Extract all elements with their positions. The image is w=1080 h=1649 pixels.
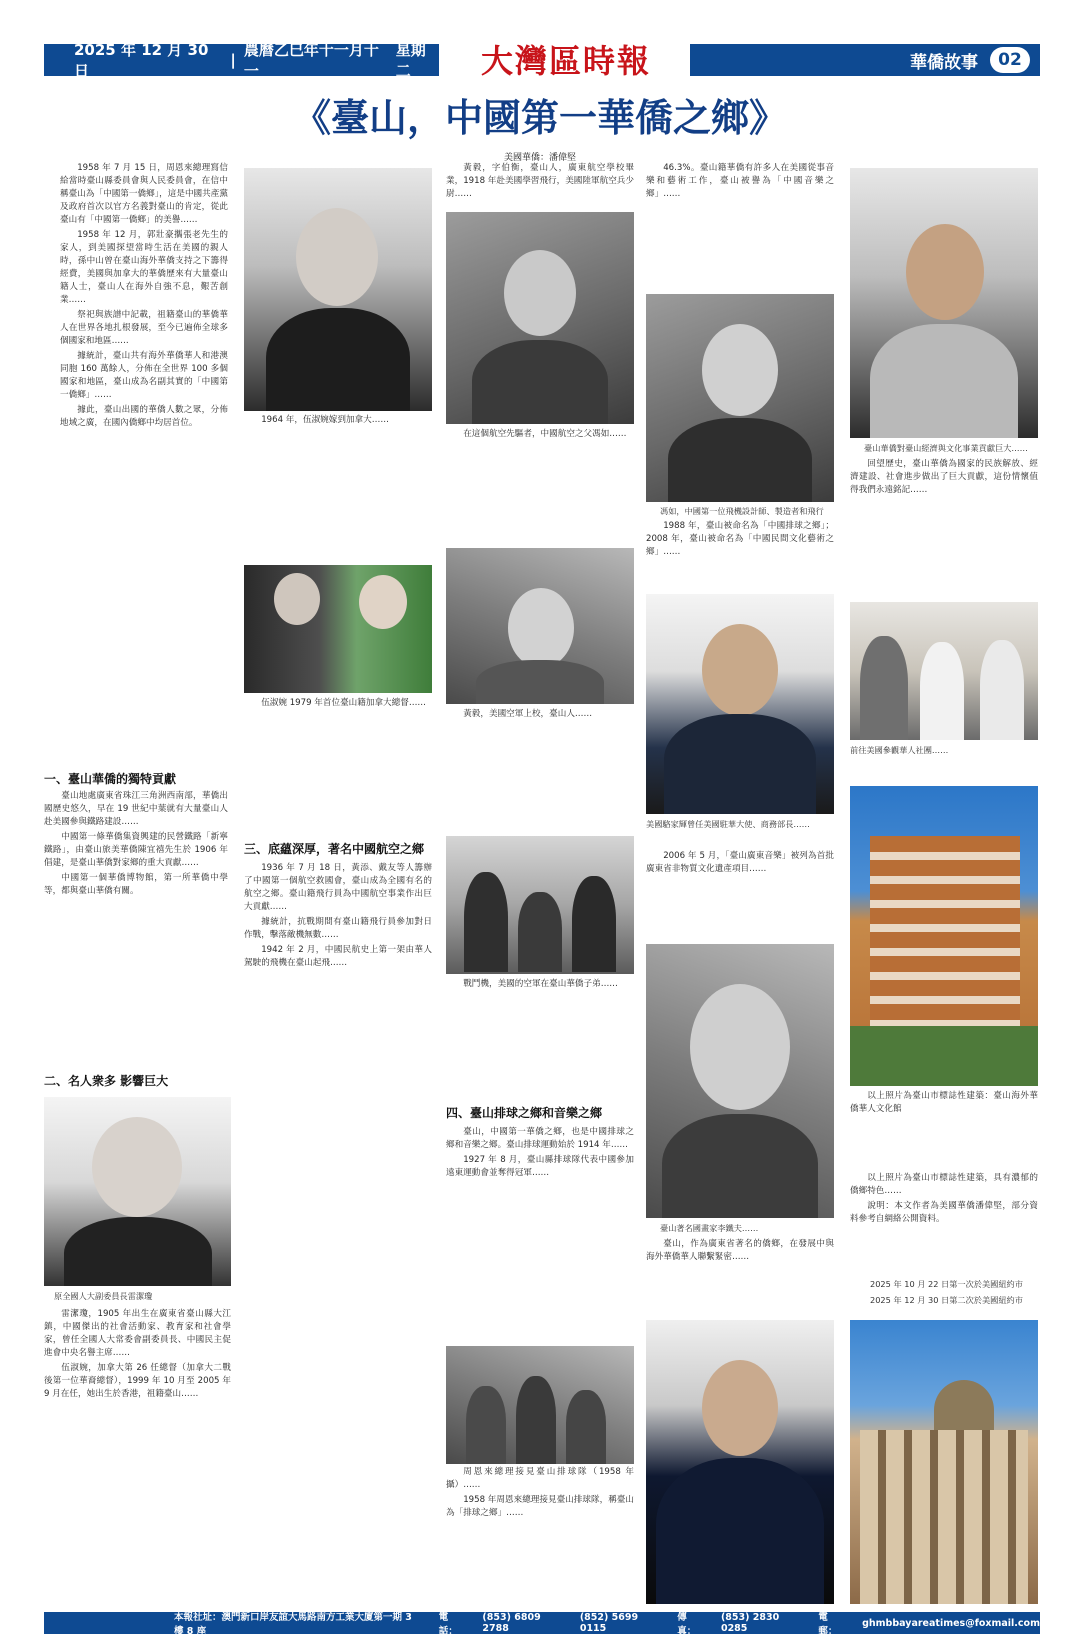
paragraph: 回望歷史，臺山華僑為國家的民族解放、經濟建設、社會進步做出了巨大貢獻，這份情懷值得我們永遠銘記…… (850, 459, 1038, 495)
section-4-heading: 四、臺山排球之鄉和音樂之鄉 (446, 1106, 603, 1120)
paragraph: 戰鬥機，美國的空軍在臺山華僑子弟…… (463, 979, 618, 989)
footer-address: 本報社址：澳門新口岸友誼大馬路南方工業大廈第一期 3 樓 8 座 (174, 1612, 412, 1637)
paragraph: 1942 年 2 月，中國民航史上第一架由華人駕駛的飛機在臺山起飛…… (244, 945, 432, 968)
paragraph: 46.3%。臺山籍華僑有許多人在美國從事音樂和藝術工作，臺山被譽為「中國音樂之鄉」…… (646, 163, 834, 199)
photo-elder-man (646, 944, 834, 1218)
footer-tel-2: (852) 5699 0115 (579, 1612, 639, 1634)
caption-general: 臺山華僑對臺山經濟與文化事業貢獻巨大…… (864, 443, 1028, 453)
article-title: 《臺山，中國第一華僑之鄉》 (292, 96, 787, 140)
paragraph: 1936 年 7 月 18 日，黃添、戴友等人籌辦了中國第一個航空救國會，臺山成為全國有名的航空之鄉。臺山籍飛行員為中國航空事業作出巨大貢獻…… (244, 863, 432, 912)
paragraph: 1988 年，臺山被命名為「中國排球之鄉」；2008 年，臺山被命名為「中國民間文化藝術之鄉」…… (646, 521, 834, 557)
caption-block-pilot (446, 428, 634, 546)
paragraph: 黃毅，字伯衡，臺山人，廣東航空學校畢業，1918 年赴美國學習飛行，美國陸軍航空兵少尉…… (446, 163, 634, 199)
page-number: 02 (990, 47, 1030, 73)
photo-aviation-pioneer (446, 212, 634, 424)
section-bar (690, 44, 1040, 76)
date-bar: 2025 年 12 月 30 日 | 農曆乙巳年十一月十一 星期二 (44, 44, 439, 76)
paragraph: 1958 年 12 月，郭壯豪攜張老先生的家人，到美國探望當時生活在美國的親人時，孫中山曾在臺山海外華僑支持之下籌得經費，美國與加拿大的華僑歷來有大量臺山籍人士，臺山人在海外自強不息，艱苦創業…… (60, 230, 228, 305)
paragraph: 據統計，抗戰期間有臺山籍飛行員參加對日作戰，擊落敵機無數…… (244, 917, 432, 940)
caption-lei: 原全國人大副委員長雷潔瓊 (54, 1291, 153, 1301)
column-1-text-b (44, 790, 228, 1090)
caption-block-military (446, 708, 634, 828)
paragraph: 據此，臺山出國的華僑人數之眾，分佈地域之廣，在國內僑鄉中均居首位。 (60, 405, 228, 428)
caption-elder: 臺山著名國畫家李鐵夫…… (660, 1223, 759, 1233)
caption-block-adrienne (244, 414, 432, 564)
section-1-heading: 一、臺山華僑的獨特貢獻 (44, 772, 177, 786)
caption-block-building (850, 1090, 1038, 1170)
photo-adrienne-clarkson-portrait (244, 168, 432, 411)
column-5-text-b (850, 1172, 1038, 1272)
caption-block-group (446, 978, 634, 1102)
paragraph: 1927 年 8 月，臺山縣排球隊代表中國參加遠東運動會並奪得冠軍…… (446, 1155, 634, 1178)
photo-lei-jieqiong (44, 1097, 231, 1286)
section-3-heading-wrap (244, 840, 432, 862)
column-1-text-c (44, 1308, 231, 1604)
paragraph: 臺山，中國第一華僑之鄉，也是中國排球之鄉和音樂之鄉。臺山排球運動始於 1914 年…… (446, 1127, 634, 1150)
paragraph: 1964 年，伍淑婉嫁到加拿大…… (261, 415, 389, 425)
photo-aviators-group (446, 836, 634, 974)
paragraph: 1958 年 7 月 15 日，周恩來總理寫信給當時臺山縣委員會與人民委員會，在信中稱臺山為「中國第一僑鄉」，這是中國共產黨及政府首次以官方名義對臺山的肯定，從此臺山有「中國第一僑鄉」的美譽…… (60, 163, 228, 225)
section-2-heading-wrap (44, 1072, 228, 1094)
paragraph: 周恩來總理接見臺山排球隊（1958 年攝）…… (446, 1467, 634, 1490)
footer-email-label: 電郵： (818, 1612, 838, 1637)
paragraph: 1958 年周恩來總理接見臺山排球隊，稱臺山為「排球之鄉」…… (446, 1495, 634, 1518)
paragraph: 2006 年 5 月，「臺山廣東音樂」被列為首批廣東省非物質文化遺產項目…… (646, 851, 834, 874)
footer-fax: (853) 2830 0285 (720, 1612, 780, 1634)
photo-volleyball-team (446, 1346, 634, 1464)
section-2-heading: 二、名人衆多 影響巨大 (44, 1074, 169, 1088)
caption-locke: 美國駱家輝曾任美國駐華大使、商務部長…… (646, 819, 810, 829)
footer-email: ghmbbayareatimes@foxmail.com (862, 1617, 1040, 1629)
column-4-text-c (646, 850, 834, 942)
photo-military-officer (446, 548, 634, 704)
paragraph: 在這個航空先驅者，中國航空之父馮如…… (463, 429, 627, 439)
paragraph: 雷潔瓊，1905 年出生在廣東省臺山縣大江鎮，中國傑出的社會活動家、教育家和社會學家，曾任全國人大常委會副委員長、中國民主促進會中央名譽主席…… (44, 1309, 231, 1358)
caption-block-queen (244, 697, 432, 837)
paragraph: 祭祀與族譜中記載，祖籍臺山的華僑華人在世界各地扎根發展，至今已遍佈全球多個國家和地區…… (60, 310, 228, 346)
footer-bar (44, 1612, 1040, 1637)
column-2-text (244, 862, 432, 1607)
footer-tel-label: 電話： (438, 1612, 458, 1637)
paragraph: 以上照片為臺山市標誌性建築：臺山海外華僑華人文化館 (850, 1091, 1038, 1114)
caption-visit: 前往美國參觀華人社團…… (850, 745, 949, 755)
column-1-text (60, 162, 228, 722)
footer-tel-1: (853) 6809 2788 (482, 1612, 541, 1634)
column-4-top-text (646, 162, 834, 290)
column-4-text-b (646, 520, 834, 592)
paragraph: 中國第一個華僑博物館，第一所華僑中學等，都與臺山華僑有關。 (44, 873, 228, 896)
byline: 美國華僑：潘偉堅 (503, 153, 576, 163)
column-4-text-d (646, 1238, 834, 1318)
issue-date: 2025 年 12 月 30 日 (74, 41, 209, 80)
photo-general-speaking (850, 168, 1038, 438)
photo-gary-locke (646, 594, 834, 814)
lunar-date: 農曆乙巳年十一月十一 (243, 41, 379, 80)
photo-with-queen (244, 565, 432, 693)
paragraph: 黃毅，美國空軍上校，臺山人…… (463, 709, 593, 719)
section-4-heading-wrap (446, 1104, 634, 1126)
section-3-heading: 三、底蘊深厚，著名中國航空之鄉 (244, 842, 425, 856)
closing-date-2: 2025 年 12 月 30 日第二次於美國紐約市 (870, 1295, 1023, 1305)
caption-feng: 馮如，中國第一位飛機設計師、製造者和飛行 (660, 506, 824, 516)
paragraph: 臺山，作為廣東省著名的僑鄉，在發展中與海外華僑華人聯繫緊密…… (646, 1239, 834, 1262)
paragraph: 中國第一條華僑集資興建的民營鐵路「新寧鐵路」，由臺山旅美華僑陳宜禧先生於 1906 年倡建，是臺山華僑對家鄉的重大貢獻…… (44, 832, 228, 868)
photo-navy-admiral (646, 1320, 834, 1604)
paragraph: 伍淑婉，加拿大第 26 任總督（加拿大二戰後第一位華裔總督），1999 年 10 月至 2005 年 9 月在任，她出生於香港，祖籍臺山…… (44, 1363, 231, 1399)
column-5-text (850, 458, 1038, 598)
column-3-text (446, 1126, 634, 1344)
paragraph: 伍淑婉 1979 年首位臺山籍加拿大總督…… (261, 698, 427, 708)
paragraph: 說明：本文作者為美國華僑潘偉堅，部分資料參考自網絡公開資料。 (850, 1201, 1038, 1224)
footer-fax-label: 傳真： (677, 1612, 697, 1637)
paragraph: 以上照片為臺山市標誌性建築，具有濃郁的僑鄉特色…… (850, 1173, 1038, 1196)
weekday: 星期二 (395, 41, 426, 80)
section-name: 華僑故事 (910, 52, 978, 73)
photo-visit-elders (850, 602, 1038, 740)
newspaper-logo: 大灣區時報 (480, 42, 651, 80)
photo-arcade-street (850, 1320, 1038, 1604)
closing-date-1: 2025 年 10 月 22 日第一次於美國紐約市 (870, 1279, 1023, 1289)
paragraph: 臺山地處廣東省珠江三角洲西南部，華僑出國歷史悠久，早在 19 世紀中葉就有大量臺山人赴美國參與鐵路建設…… (44, 791, 228, 827)
photo-taishan-culture-building (850, 786, 1038, 1086)
photo-feng-ru (646, 294, 834, 502)
paragraph: 據統計，臺山共有海外華僑華人和港澳同胞 160 萬餘人，分佈在全世界 100 多個國家和地區，臺山成為名副其實的「中國第一僑鄉」…… (60, 351, 228, 400)
column-3-top-text (446, 162, 634, 210)
caption-block-sports (446, 1466, 634, 1606)
